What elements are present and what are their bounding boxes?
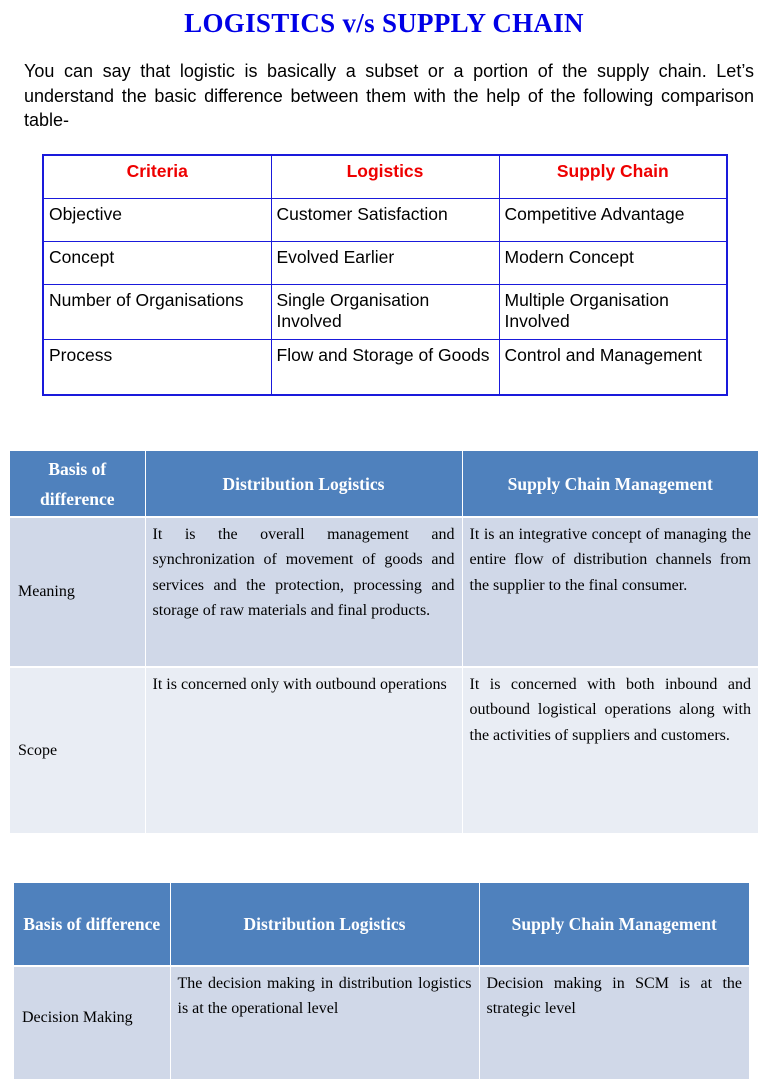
intro-paragraph: You can say that logistic is basically a subset or a portion of the supply chain. Let’s understand the basic difference between them with the help of the following comparison table- — [24, 61, 754, 130]
cell-supply-chain: Modern Concept — [499, 242, 727, 285]
cell-criteria: Objective — [43, 199, 271, 242]
table-row — [10, 517, 758, 667]
cell-distribution-logistics: It is concerned only with outbound operations — [145, 667, 462, 833]
cell-basis: Scope — [10, 667, 145, 833]
cell-supply-chain: Control and Management — [499, 340, 727, 396]
cell-logistics: Flow and Storage of Goods — [271, 340, 499, 396]
cell-criteria: Process — [43, 340, 271, 396]
header-supply-chain: Supply Chain — [499, 155, 727, 199]
table-row — [43, 285, 727, 340]
cell-supply-chain: Competitive Advantage — [499, 199, 727, 242]
cell-distribution-logistics: It is the overall management and synchronization of movement of goods and services and the protection, processing and storage of raw materials and final products. — [145, 517, 462, 667]
comparison-table — [42, 154, 728, 396]
difference-table-decision-making — [14, 883, 749, 1079]
header-supply-chain-management: Supply Chain Management — [462, 451, 758, 517]
cell-supply-chain-management: It is an integrative concept of managing the entire flow of distribution channels from the supplier to the final consumer. — [462, 517, 758, 667]
table-row — [43, 199, 727, 242]
difference-table-meaning-scope — [10, 451, 758, 833]
header-logistics: Logistics — [271, 155, 499, 199]
page-title: LOGISTICS v/s SUPPLY CHAIN — [184, 8, 584, 38]
cell-criteria: Concept — [43, 242, 271, 285]
cell-supply-chain-management: It is concerned with both inbound and outbound logistical operations along with the activities of suppliers and customers. — [462, 667, 758, 833]
header-criteria: Criteria — [43, 155, 271, 199]
cell-distribution-logistics: The decision making in distribution logistics is at the operational level — [170, 966, 479, 1079]
header-basis: Basis of difference — [10, 451, 145, 517]
header-supply-chain-management: Supply Chain Management — [479, 883, 749, 966]
header-basis: Basis of difference — [14, 883, 170, 966]
header-distribution-logistics: Distribution Logistics — [145, 451, 462, 517]
cell-logistics: Evolved Earlier — [271, 242, 499, 285]
table-header-row — [10, 451, 758, 517]
cell-criteria: Number of Organisations — [43, 285, 271, 340]
cell-basis: Meaning — [10, 517, 145, 667]
cell-logistics: Customer Satisfaction — [271, 199, 499, 242]
table-header-row — [43, 155, 727, 199]
table-row — [43, 340, 727, 396]
table-row — [10, 667, 758, 833]
table-row — [14, 966, 749, 1079]
cell-supply-chain: Multiple Organisation Involved — [499, 285, 727, 340]
header-distribution-logistics: Distribution Logistics — [170, 883, 479, 966]
table-row — [43, 242, 727, 285]
cell-logistics: Single Organisation Involved — [271, 285, 499, 340]
cell-supply-chain-management: Decision making in SCM is at the strategic level — [479, 966, 749, 1079]
cell-basis: Decision Making — [14, 966, 170, 1079]
table-header-row — [14, 883, 749, 966]
